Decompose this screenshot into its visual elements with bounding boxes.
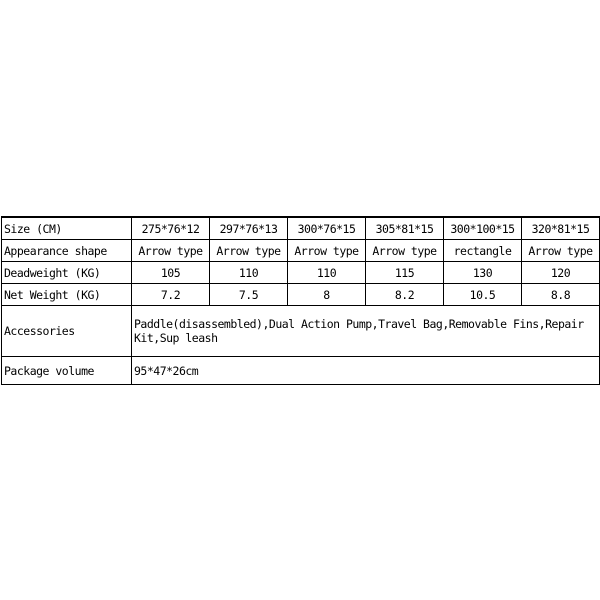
deadweight-value: 130	[444, 262, 522, 284]
appearance-value: Arrow type	[132, 240, 210, 262]
package-volume-label: Package volume	[2, 357, 132, 385]
deadweight-row	[2, 262, 600, 284]
size-value: 305*81*15	[366, 217, 444, 240]
size-label: Size (CM)	[2, 217, 132, 240]
appearance-value: Arrow type	[522, 240, 600, 262]
deadweight-label: Deadweight (KG)	[2, 262, 132, 284]
appearance-row	[2, 240, 600, 262]
spec-table	[1, 216, 600, 385]
size-value: 320*81*15	[522, 217, 600, 240]
net-weight-row	[2, 284, 600, 306]
deadweight-value: 110	[210, 262, 288, 284]
net-weight-value: 7.2	[132, 284, 210, 306]
package-volume-row	[2, 357, 600, 385]
size-value: 297*76*13	[210, 217, 288, 240]
size-row	[2, 217, 600, 240]
appearance-value: Arrow type	[366, 240, 444, 262]
package-volume-value: 95*47*26cm	[132, 357, 600, 385]
appearance-label: Appearance shape	[2, 240, 132, 262]
deadweight-value: 115	[366, 262, 444, 284]
net-weight-value: 8.2	[366, 284, 444, 306]
size-value: 300*100*15	[444, 217, 522, 240]
net-weight-value: 7.5	[210, 284, 288, 306]
net-weight-value: 10.5	[444, 284, 522, 306]
accessories-label: Accessories	[2, 306, 132, 357]
deadweight-value: 110	[288, 262, 366, 284]
net-weight-label: Net Weight (KG)	[2, 284, 132, 306]
deadweight-value: 105	[132, 262, 210, 284]
accessories-value: Paddle(disassembled),Dual Action Pump,Travel Bag,Removable Fins,Repair Kit,Sup leash	[132, 306, 600, 357]
accessories-row	[2, 306, 600, 357]
appearance-value: Arrow type	[210, 240, 288, 262]
size-value: 300*76*15	[288, 217, 366, 240]
deadweight-value: 120	[522, 262, 600, 284]
net-weight-value: 8.8	[522, 284, 600, 306]
appearance-value: rectangle	[444, 240, 522, 262]
size-value: 275*76*12	[132, 217, 210, 240]
net-weight-value: 8	[288, 284, 366, 306]
appearance-value: Arrow type	[288, 240, 366, 262]
